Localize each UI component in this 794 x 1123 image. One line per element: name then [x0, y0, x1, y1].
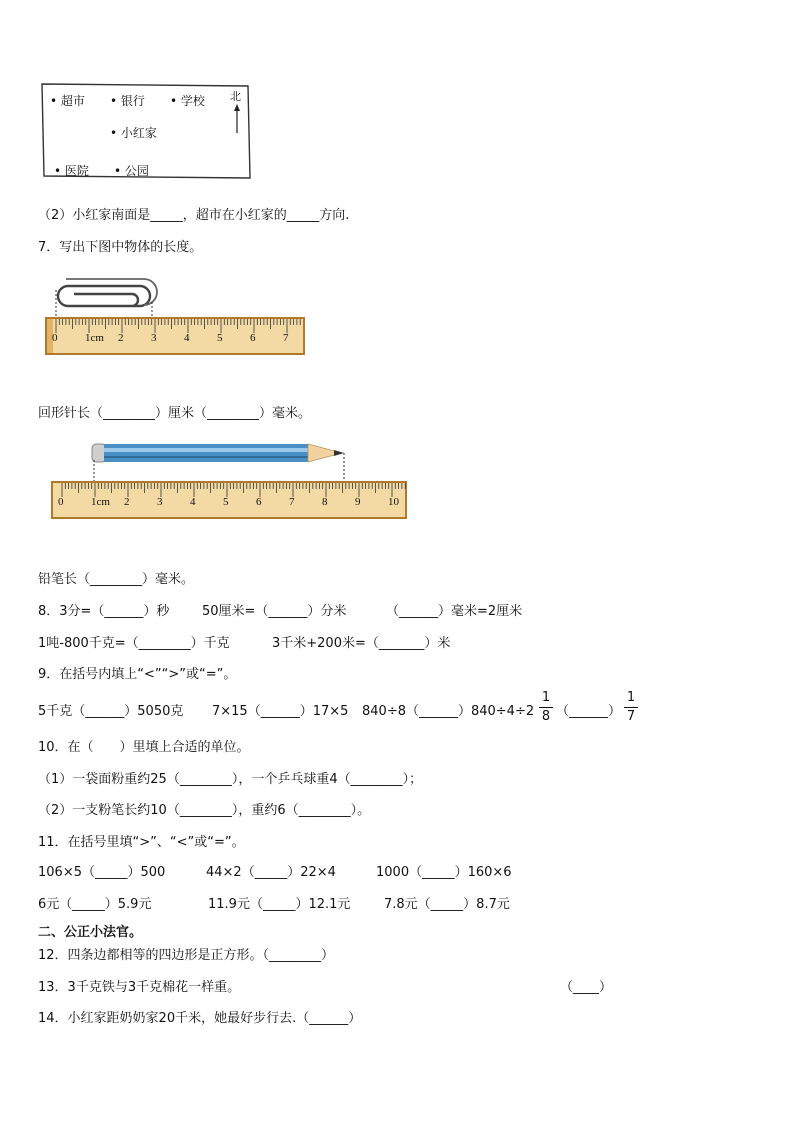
q11-e: 11.9元（_____）12.1元	[208, 897, 351, 912]
q6-part2: （2）小红家南面是_____，超市在小红家的_____方向.	[38, 208, 350, 223]
q9-d-blank: （______）	[556, 704, 622, 719]
q11-title: 11．在括号里填“>”、“<”或“=”。	[38, 835, 245, 850]
q8-e: 3千米+200米=（_______）米	[272, 636, 451, 651]
ruler-tick-label: 2	[118, 332, 124, 344]
q8-a: 8．3分=（______）秒	[38, 604, 170, 619]
map-box	[40, 82, 252, 180]
ruler-tick-label: 5	[217, 332, 223, 344]
q7-clip-answer: 回形针长（________）厘米（________）毫米。	[38, 406, 312, 421]
paperclip-icon	[58, 279, 157, 306]
ruler2-labels	[50, 496, 410, 514]
ruler-tick-label: 5	[223, 496, 229, 508]
q14: 14．小红家距奶奶家20千米，她最好步行去.（______）	[38, 1011, 362, 1026]
map-label-supermarket: • 超市	[50, 94, 85, 108]
q9-a: 5千克（______）5050克	[38, 704, 184, 719]
q11-b: 44×2（_____）22×4	[206, 865, 336, 880]
q13: 13．3千克铁与3千克棉花一样重。	[38, 980, 241, 995]
ruler-tick-label: 1cm	[85, 332, 104, 344]
q10-title: 10．在（ ）里填上合适的单位。	[38, 740, 250, 755]
map-label-home: • 小红家	[110, 126, 157, 140]
ruler-tick-label: 6	[256, 496, 262, 508]
fraction-one-eighth: 1 8	[539, 690, 553, 725]
q9-title: 9．在括号内填上“<”“>”或“=”。	[38, 667, 237, 682]
q8-b: 50厘米=（______）分米	[202, 604, 347, 619]
ruler-tick-label: 3	[151, 332, 157, 344]
map-label-school: • 学校	[170, 94, 205, 108]
ruler-tick-label: 7	[283, 332, 289, 344]
q11-a: 106×5（_____）500	[38, 865, 166, 880]
q11-f: 7.8元（_____）8.7元	[384, 897, 510, 912]
q10-line1: （1）一袋面粉重约25（________），一个乒乓球重4（________）；	[38, 772, 423, 787]
ruler1-labels	[44, 332, 308, 350]
ruler-tick-label: 9	[355, 496, 361, 508]
map-label-park: • 公园	[114, 164, 149, 178]
q11-d: 6元（_____）5.9元	[38, 897, 152, 912]
north-arrow-icon	[232, 104, 244, 134]
q9-c: 840÷8（______）840÷4÷2	[362, 704, 535, 719]
q12: 12．四条边都相等的四边形是正方形。（________）	[38, 948, 335, 963]
map-label-hospital: • 医院	[54, 164, 89, 178]
q7-title: 7．写出下图中物体的长度。	[38, 240, 203, 255]
ruler-tick-label: 2	[124, 496, 130, 508]
map-label-bank: • 银行	[110, 94, 145, 108]
ruler-tick-label: 7	[289, 496, 295, 508]
pencil-icon	[92, 444, 344, 462]
ruler-tick-label: 4	[184, 332, 190, 344]
ruler-tick-label: 6	[250, 332, 256, 344]
q9-b: 7×15（______）17×5	[212, 704, 349, 719]
q10-line2: （2）一支粉笔长约10（________），重约6（________）。	[38, 803, 371, 818]
ruler-tick-label: 0	[52, 332, 58, 344]
q7-pencil-answer: 铅笔长（________）毫米。	[38, 572, 195, 587]
q8-d: 1吨-800千克=（________）千克	[38, 636, 230, 651]
q11-c: 1000（_____）160×6	[376, 865, 512, 880]
ruler-tick-label: 4	[190, 496, 196, 508]
ruler-tick-label: 3	[157, 496, 163, 508]
fraction-one-seventh: 1 7	[624, 690, 638, 725]
q8-c: （______）毫米=2厘米	[386, 604, 523, 619]
section-heading: 二、公正小法官。	[38, 925, 143, 940]
map-label-north: 北	[230, 90, 241, 103]
ruler-tick-label: 8	[322, 496, 328, 508]
q13-answer-blank: （____）	[560, 980, 613, 995]
ruler-tick-label: 0	[58, 496, 64, 508]
ruler-tick-label: 10	[388, 496, 399, 508]
ruler-tick-label: 1cm	[91, 496, 110, 508]
